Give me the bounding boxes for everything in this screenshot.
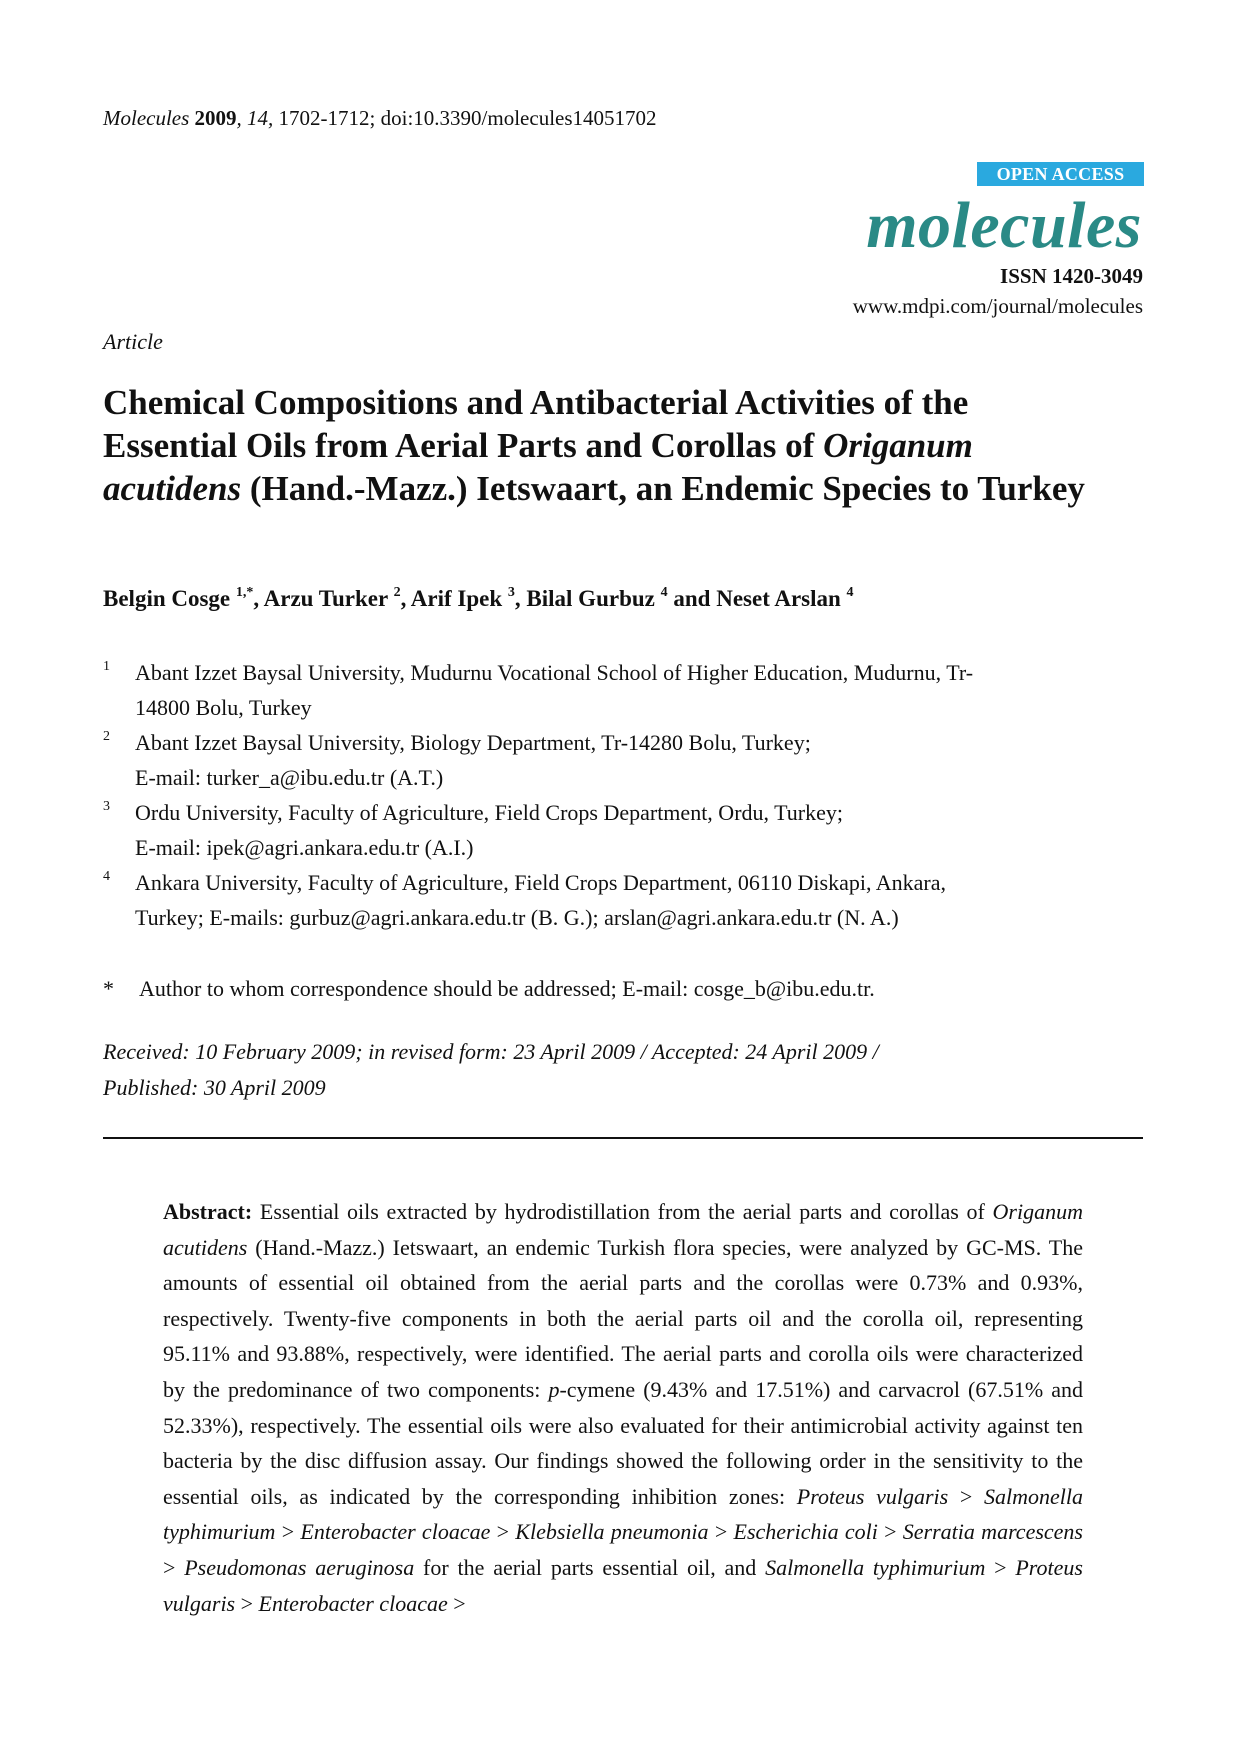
affiliation-line: Abant Izzet Baysal University, Biology Department, Tr-14280 Bolu, Turkey; bbox=[135, 730, 811, 755]
abstract-species: Serratia marcescens bbox=[902, 1519, 1083, 1545]
abstract-text: > bbox=[275, 1519, 301, 1545]
affiliation-line: Ordu University, Faculty of Agriculture, Field Crops Department, Ordu, Turkey; bbox=[135, 800, 843, 825]
issn: ISSN 1420-3049 bbox=[1000, 264, 1143, 288]
abstract-species: Salmonella typhimurium bbox=[765, 1554, 986, 1580]
affiliation-number: 2 bbox=[103, 729, 110, 744]
abstract-label: Abstract: bbox=[163, 1199, 253, 1224]
citation-volume: , 14, bbox=[236, 106, 274, 130]
affiliation bbox=[103, 865, 1133, 935]
abstract-italic: p bbox=[548, 1376, 560, 1402]
abstract-species: Escherichia coli bbox=[733, 1519, 878, 1545]
affiliation-number: 1 bbox=[103, 659, 110, 674]
paper-title bbox=[103, 381, 1103, 510]
abstract-text: > bbox=[447, 1590, 466, 1616]
correspondence-text: Author to whom correspondence should be addressed; E-mail: cosge_b@ibu.edu.tr. bbox=[139, 976, 875, 1001]
abstract-species: Salmonella typhimurium bbox=[163, 1483, 1084, 1545]
abstract-text: > bbox=[708, 1519, 734, 1545]
affiliation-email[interactable]: Turkey; E-mails: gurbuz@agri.ankara.edu.tr (B. G.); arslan@agri.ankara.edu.tr (N. A.) bbox=[135, 905, 899, 930]
author-separator: , bbox=[400, 586, 411, 611]
abstract-text: > bbox=[163, 1554, 185, 1580]
affiliation-line: 14800 Bolu, Turkey bbox=[135, 695, 312, 720]
author-affiliation-mark: 2 bbox=[393, 585, 401, 600]
author-separator: , bbox=[514, 586, 527, 611]
abstract-text: Essential oils extracted by hydrodistillation from the aerial parts and corollas of bbox=[252, 1199, 993, 1224]
affiliation-number: 4 bbox=[103, 869, 110, 884]
publication-dates bbox=[103, 1034, 1143, 1106]
affiliation-email[interactable]: E-mail: ipek@agri.ankara.edu.tr (A.I.) bbox=[135, 835, 474, 860]
dates-line-2: Published: 30 April 2009 bbox=[103, 1075, 326, 1100]
abstract-species: Enterobacter cloacae bbox=[300, 1519, 491, 1545]
citation-volume-number: 14, bbox=[247, 106, 274, 130]
author-name: Arzu Turker bbox=[263, 586, 388, 611]
author-affiliation-mark: 4 bbox=[846, 585, 854, 600]
title-part-1: Chemical Compositions and Antibacterial Activities of the Essential Oils from Aerial Parts and Corollas of bbox=[103, 383, 969, 465]
correspondence-star: * bbox=[103, 976, 114, 1001]
affiliation-line: Ankara University, Faculty of Agriculture, Field Crops Department, 06110 Diskapi, Ankara, bbox=[135, 870, 946, 895]
author-affiliation-mark: 1,* bbox=[235, 585, 254, 600]
citation-line bbox=[103, 104, 657, 132]
title-genus: Origanum bbox=[823, 426, 973, 465]
citation-year: 2009 bbox=[194, 106, 237, 130]
author-separator: and bbox=[667, 586, 717, 611]
affiliation bbox=[103, 655, 1133, 725]
abstract-species: Origanum acutidens bbox=[163, 1199, 1083, 1260]
dates-line-1: Received: 10 February 2009; in revised form: 23 April 2009 / Accepted: 24 April 2009 / bbox=[103, 1039, 879, 1064]
journal-website-link[interactable]: www.mdpi.com/journal/molecules bbox=[852, 294, 1143, 318]
abstract-text: > bbox=[948, 1483, 985, 1509]
abstract-species: Proteus vulgaris bbox=[163, 1554, 1083, 1616]
abstract-text: > bbox=[877, 1519, 903, 1545]
abstract-species: Klebsiella pneumonia bbox=[515, 1519, 709, 1545]
abstract-text: for the aerial parts essential oil, and bbox=[414, 1554, 766, 1580]
affiliation-number: 3 bbox=[103, 799, 110, 814]
author-name: Bilal Gurbuz bbox=[526, 586, 655, 611]
abstract-species: Pseudomonas aeruginosa bbox=[184, 1554, 415, 1580]
title-epithet: acutidens bbox=[103, 469, 242, 508]
correspondence-note bbox=[103, 974, 875, 1004]
abstract bbox=[163, 1194, 1083, 1621]
affiliation bbox=[103, 795, 1133, 865]
abstract-text: (Hand.-Mazz.) Ietswaart, an endemic Turkish flora species, were analyzed by GC-MS. The amounts of essential oil obtained from the aerial parts and the corollas were 0.73% and 0.93%, respectively. Twenty-five components in both the aerial parts oil and the corolla oil, representing 95.11% and 93.88%, respectively, were identified. The aerial parts and corolla oils were characterized by the predominance of two components: bbox=[163, 1234, 1083, 1402]
abstract-text: -cymene (9.43% and 17.51%) and carvacrol (67.51% and 52.33%), respectively. The essential oils were also evaluated for their antimicrobial activity against ten bacteria by the disc diffusion assay. Our findings showed the following order in the sensitivity to the essential oils, as indicated by the corresponding inhibition zones: bbox=[163, 1376, 1083, 1509]
abstract-text: > bbox=[985, 1554, 1016, 1580]
open-access-badge: OPEN ACCESS bbox=[977, 162, 1144, 186]
author-name: Belgin Cosge bbox=[103, 586, 231, 611]
abstract-text: > bbox=[235, 1590, 259, 1616]
affiliation bbox=[103, 725, 1133, 795]
journal-name: Molecules bbox=[103, 106, 190, 130]
author-list bbox=[103, 584, 854, 614]
author-separator: , bbox=[253, 586, 264, 611]
journal-logo: molecules bbox=[866, 189, 1142, 262]
abstract-species: Proteus vulgaris bbox=[796, 1483, 949, 1509]
divider bbox=[103, 1137, 1143, 1139]
author-affiliation-mark: 4 bbox=[660, 585, 668, 600]
article-type: Article bbox=[103, 329, 163, 354]
affiliation-line: Abant Izzet Baysal University, Mudurnu Vocational School of Higher Education, Mudurnu, Tr- bbox=[135, 660, 974, 685]
author-name: Neset Arslan bbox=[716, 586, 841, 611]
abstract-species: Enterobacter cloacae bbox=[258, 1590, 448, 1616]
title-part-2: (Hand.-Mazz.) Ietswaart, an Endemic Species to Turkey bbox=[241, 469, 1085, 508]
author-affiliation-mark: 3 bbox=[507, 585, 515, 600]
affiliation-email[interactable]: E-mail: turker_a@ibu.edu.tr (A.T.) bbox=[135, 765, 444, 790]
author-name: Arif Ipek bbox=[410, 586, 503, 611]
citation-pages-doi: 1702-1712; doi:10.3390/molecules14051702 bbox=[278, 106, 657, 130]
abstract-text: > bbox=[490, 1519, 516, 1545]
